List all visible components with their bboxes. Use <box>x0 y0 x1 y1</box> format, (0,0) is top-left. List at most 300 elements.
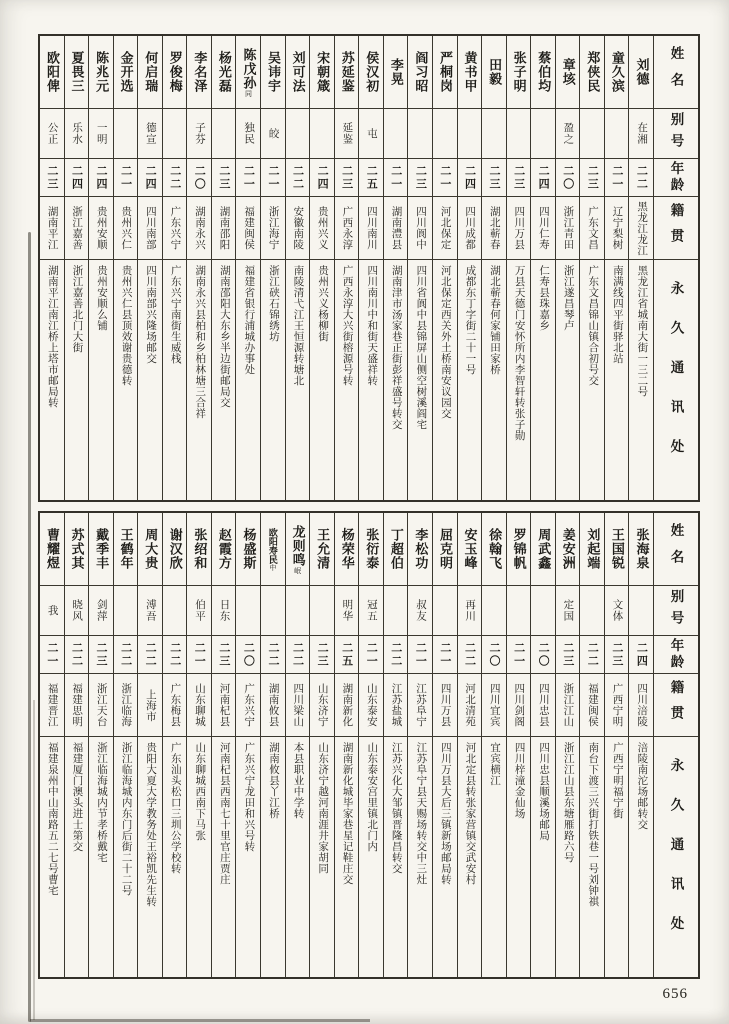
address-cell <box>114 260 138 500</box>
person-name: 蔡伯均 <box>536 51 552 93</box>
age-text: 二二 <box>635 164 648 191</box>
entry-column <box>432 36 457 500</box>
header-column <box>653 36 698 500</box>
person-name: 张海泉 <box>634 528 650 570</box>
age-cell <box>580 636 604 674</box>
native-place-text: 广东文昌 <box>586 206 598 250</box>
native-place-cell <box>310 197 334 260</box>
alias-text: 叔友 <box>415 599 427 622</box>
entry-column <box>628 513 653 977</box>
alias-cell <box>605 586 629 636</box>
name-cell <box>236 513 260 586</box>
native-place-cell <box>65 674 89 737</box>
entry-column <box>137 36 162 500</box>
name-cell <box>384 36 408 109</box>
entry-column <box>383 513 408 977</box>
native-place-text: 福建思明 <box>71 683 83 727</box>
person-name: 苏延鉴 <box>339 51 355 93</box>
entry-column <box>407 36 432 500</box>
address-text: 湖南邵阳大东乡半边街邮局交 <box>218 265 230 408</box>
age-text: 二三 <box>45 164 58 191</box>
address-text: 江苏兴化大邹镇晋隆昌转交 <box>390 742 402 874</box>
native-place-cell <box>40 674 64 737</box>
header-label: 年龄 <box>668 161 684 194</box>
address-cell <box>556 260 580 500</box>
native-place-cell <box>187 674 211 737</box>
address-text: 福建省银行浦城办事处 <box>243 265 255 375</box>
native-place-text: 浙江临海 <box>120 683 132 727</box>
name-cell <box>89 36 113 109</box>
alias-text: 再川 <box>464 599 476 622</box>
age-text: 二三 <box>217 164 230 191</box>
address-cell <box>458 260 482 500</box>
age-cell <box>359 159 383 197</box>
age-text: 二二 <box>291 164 304 191</box>
age-text: 二三 <box>561 641 574 668</box>
native-place-text: 河北清苑 <box>464 683 476 727</box>
alias-cell <box>531 109 555 159</box>
native-place-text: 山东聊城 <box>193 683 205 727</box>
header-alias <box>654 586 698 636</box>
alias-cell <box>114 109 138 159</box>
address-text: 广东兴宁龙田和兴号转 <box>243 742 255 852</box>
address-cell <box>187 260 211 500</box>
native-place-cell <box>212 674 236 737</box>
native-place-text: 江苏盐城 <box>390 683 402 727</box>
address-text: 浙江硖石锦绣坊 <box>267 265 279 342</box>
address-text: 南陵清弋江王恒源转塘北 <box>292 265 304 386</box>
native-place-cell <box>335 197 359 260</box>
name-cell <box>433 36 457 109</box>
address-text: 浙江临海城内节孝桥戴宅 <box>96 742 108 863</box>
age-cell <box>187 636 211 674</box>
native-place-cell <box>507 674 531 737</box>
address-cell <box>163 260 187 500</box>
alias-cell <box>359 586 383 636</box>
address-cell <box>114 737 138 977</box>
entry-column <box>260 36 285 500</box>
native-place-cell <box>629 197 653 260</box>
alias-cell <box>236 109 260 159</box>
person-name: 杨盛斯 <box>241 528 257 570</box>
person-name: 曹耀煜 <box>44 528 60 570</box>
native-place-cell <box>605 674 629 737</box>
age-text: 二五 <box>365 164 378 191</box>
address-text: 南台下渡三兴街打铁巷一号刘钟祺 <box>587 742 599 907</box>
entry-column <box>334 513 359 977</box>
age-text: 二〇 <box>488 641 500 668</box>
entry-column <box>358 36 383 500</box>
age-text: 二三 <box>512 164 525 191</box>
person-name: 欧阳俾 <box>44 51 60 93</box>
age-cell <box>236 636 260 674</box>
address-text: 四川万县大后三镇新场邮局转 <box>439 742 451 885</box>
address-text: 河南杞县西南七十里官庄贾庄 <box>218 742 230 885</box>
name-cell <box>163 513 187 586</box>
age-cell <box>359 636 383 674</box>
alias-cell <box>286 109 310 159</box>
address-cell <box>236 260 260 500</box>
age-text: 二五 <box>340 641 353 668</box>
alias-text: 剑萍 <box>95 599 107 622</box>
alias-text: 溥吾 <box>144 599 156 622</box>
address-cell <box>163 737 187 977</box>
header-label: 籍贯 <box>668 679 684 731</box>
alias-cell <box>286 586 310 636</box>
entry-column <box>628 36 653 500</box>
age-text: 二三 <box>340 164 353 191</box>
native-place-text: 广西永淳 <box>341 206 353 250</box>
age-text: 二二 <box>168 641 181 668</box>
entry-column <box>457 513 482 977</box>
address-cell <box>605 260 629 500</box>
age-text: 二四 <box>144 164 157 191</box>
native-place-cell <box>531 674 555 737</box>
entry-column <box>40 36 64 500</box>
address-text: 江苏阜宁县天赐场转交中三灶 <box>415 742 427 885</box>
name-cell <box>335 513 359 586</box>
address-cell <box>261 260 285 500</box>
name-cell <box>629 513 653 586</box>
name-cell <box>433 513 457 586</box>
header-label: 姓名 <box>668 45 684 99</box>
age-text: 二四 <box>316 164 329 191</box>
age-text: 二一 <box>389 164 402 191</box>
native-place-text: 广东兴宁 <box>169 206 181 250</box>
age-text: 二一 <box>119 164 132 191</box>
age-cell <box>531 159 555 197</box>
alias-text: 皎 <box>267 127 279 140</box>
directory-page <box>38 34 700 1003</box>
entry-column <box>88 513 113 977</box>
alias-cell <box>187 586 211 636</box>
native-place-cell <box>212 197 236 260</box>
age-cell <box>40 636 64 674</box>
alias-text: 一明 <box>95 122 107 145</box>
alias-cell <box>163 586 187 636</box>
age-cell <box>408 636 432 674</box>
header-age <box>654 636 698 674</box>
age-text: 二三 <box>610 641 623 668</box>
address-text: 湖北蕲春何家铺田家桥 <box>489 265 501 375</box>
address-text: 仁寿县珠嘉乡 <box>538 265 550 331</box>
address-text: 浙江遂昌琴卢 <box>562 265 574 331</box>
directory-table-top <box>38 34 700 502</box>
age-cell <box>138 159 162 197</box>
entry-column <box>309 36 334 500</box>
alias-cell <box>261 109 285 159</box>
person-name: 李名泽 <box>192 51 208 93</box>
person-name: 欧阳寿民中 <box>267 527 278 571</box>
age-cell <box>310 159 334 197</box>
age-text: 二一 <box>193 641 206 668</box>
address-text: 贵州兴仁县顶效谢贵德转 <box>120 265 132 386</box>
native-place-text: 浙江江山 <box>562 683 574 727</box>
header-label: 永久通讯处 <box>668 281 684 479</box>
address-cell <box>138 737 162 977</box>
address-cell <box>433 260 457 500</box>
alias-cell <box>458 109 482 159</box>
person-name: 陈兆元 <box>94 51 110 93</box>
person-name: 张衍泰 <box>364 528 380 570</box>
address-cell <box>531 737 555 977</box>
age-cell <box>114 636 138 674</box>
entry-column <box>64 36 89 500</box>
alias-text: 冠五 <box>365 599 377 622</box>
age-text: 二三 <box>316 641 329 668</box>
address-text: 湖南永兴县柏和乡柏林塘三合祥 <box>194 265 206 419</box>
age-text: 二一 <box>242 164 255 191</box>
name-cell <box>212 36 236 109</box>
native-place-cell <box>261 197 285 260</box>
native-place-cell <box>580 197 604 260</box>
entry-column <box>530 513 555 977</box>
native-place-text: 浙江天台 <box>95 683 107 727</box>
person-name: 周大贵 <box>143 528 159 570</box>
person-name: 阎习昭 <box>413 51 429 93</box>
alias-cell <box>408 586 432 636</box>
address-text: 万县天德门安怀所内李智轩转张子勋 <box>513 265 525 441</box>
alias-text: 乐水 <box>71 122 83 145</box>
alias-cell <box>138 109 162 159</box>
age-text: 二二 <box>463 641 476 668</box>
entry-column <box>407 513 432 977</box>
native-place-cell <box>114 197 138 260</box>
alias-cell <box>359 109 383 159</box>
age-cell <box>605 636 629 674</box>
person-name: 何启瑞 <box>143 51 159 93</box>
person-name: 黄书甲 <box>462 51 478 93</box>
native-place-cell <box>556 197 580 260</box>
name-cell <box>114 513 138 586</box>
native-place-text: 浙江海宁 <box>267 206 279 250</box>
age-cell <box>482 159 506 197</box>
alias-cell <box>212 586 236 636</box>
address-text: 广东文昌锦山镇合初号交 <box>587 265 599 386</box>
age-cell <box>580 159 604 197</box>
entry-column <box>113 36 138 500</box>
name-cell <box>507 36 531 109</box>
person-name: 杨光磊 <box>216 51 232 93</box>
name-cell <box>261 513 285 586</box>
entry-column <box>555 513 580 977</box>
native-place-cell <box>65 197 89 260</box>
native-place-text: 福建闽侯 <box>243 206 255 250</box>
directory-table-bottom <box>38 511 700 979</box>
native-place-text: 四川梁山 <box>292 683 304 727</box>
native-place-text: 贵州安顺 <box>95 206 107 250</box>
name-cell <box>89 513 113 586</box>
alias-cell <box>433 586 457 636</box>
address-text: 广西宁明福宁街 <box>611 742 623 819</box>
native-place-cell <box>605 197 629 260</box>
name-cell <box>187 513 211 586</box>
address-cell <box>212 260 236 500</box>
name-cell <box>458 36 482 109</box>
native-place-text: 浙江青田 <box>562 206 574 250</box>
entry-column <box>555 36 580 500</box>
alias-cell <box>212 109 236 159</box>
address-cell <box>212 737 236 977</box>
native-place-text: 贵州兴仁 <box>120 206 132 250</box>
alias-cell <box>310 586 334 636</box>
name-cell <box>556 513 580 586</box>
native-place-text: 四川南川 <box>365 206 377 250</box>
alias-cell <box>40 109 64 159</box>
alias-text: 盈之 <box>562 122 574 145</box>
entry-column <box>211 513 236 977</box>
native-place-text: 湖南攸县 <box>267 683 279 727</box>
alias-text: 德宣 <box>144 122 156 145</box>
person-name: 王鹤年 <box>118 528 134 570</box>
age-text: 二三 <box>414 164 427 191</box>
address-text: 湖南平江南江桥上塔市邮局转 <box>46 265 58 408</box>
name-cell <box>65 513 89 586</box>
name-cell <box>359 36 383 109</box>
native-place-cell <box>482 674 506 737</box>
age-cell <box>629 636 653 674</box>
name-cell <box>531 513 555 586</box>
header-label: 年龄 <box>668 638 684 671</box>
age-cell <box>507 636 531 674</box>
age-text: 二四 <box>635 641 648 668</box>
native-place-cell <box>163 674 187 737</box>
entry-column <box>604 36 629 500</box>
alias-cell <box>458 586 482 636</box>
native-place-cell <box>384 674 408 737</box>
age-cell <box>212 636 236 674</box>
native-place-text: 湖南新化 <box>341 683 353 727</box>
age-cell <box>433 636 457 674</box>
age-cell <box>507 159 531 197</box>
address-text: 福建厦门澳头进士第交 <box>71 742 83 852</box>
native-place-cell <box>556 674 580 737</box>
native-place-text: 四川忠县 <box>537 683 549 727</box>
header-label: 别号 <box>668 112 684 155</box>
person-name: 戴季丰 <box>94 528 110 570</box>
native-place-text: 四川成都 <box>464 206 476 250</box>
address-cell <box>580 737 604 977</box>
address-cell <box>359 260 383 500</box>
entry-column <box>235 36 260 500</box>
address-cell <box>286 737 310 977</box>
native-place-cell <box>236 674 260 737</box>
age-text: 二〇 <box>537 641 550 668</box>
address-cell <box>187 737 211 977</box>
person-name: 严桐岗 <box>437 51 453 93</box>
person-name: 陈戊孙同 <box>241 47 257 97</box>
age-cell <box>89 159 113 197</box>
name-cell <box>310 36 334 109</box>
address-text: 四川南川中和街天盛祥转 <box>366 265 378 386</box>
address-cell <box>40 260 64 500</box>
name-cell <box>507 513 531 586</box>
header-label: 姓名 <box>668 522 684 576</box>
name-cell <box>40 36 64 109</box>
native-place-text: 四川万县 <box>439 683 451 727</box>
address-cell <box>89 737 113 977</box>
alias-cell <box>335 109 359 159</box>
address-text: 山东聊城西南下马张 <box>194 742 206 841</box>
address-cell <box>433 737 457 977</box>
person-name: 田毅 <box>487 58 503 86</box>
name-annotation: 中 <box>268 563 277 571</box>
header-native <box>654 674 698 737</box>
alias-text: 我 <box>46 604 58 617</box>
scan-artifact-bottom-edge <box>30 1019 370 1022</box>
age-cell <box>138 636 162 674</box>
address-text: 成都东丁字街二十一号 <box>464 265 476 375</box>
native-place-cell <box>433 197 457 260</box>
entry-column <box>530 36 555 500</box>
native-place-text: 四川剑阁 <box>513 683 525 727</box>
native-place-text: 湖南永兴 <box>193 206 205 250</box>
entry-column <box>260 513 285 977</box>
alias-cell <box>482 586 506 636</box>
age-cell <box>286 159 310 197</box>
name-cell <box>138 36 162 109</box>
person-name: 徐翰飞 <box>487 528 503 570</box>
native-place-text: 广东梅县 <box>169 683 181 727</box>
age-text: 二〇 <box>561 164 574 191</box>
native-place-text: 四川涪陵 <box>636 683 648 727</box>
name-cell <box>310 513 334 586</box>
age-cell <box>384 159 408 197</box>
native-place-text: 河南杞县 <box>218 683 230 727</box>
name-cell <box>531 36 555 109</box>
person-name: 刘德 <box>634 58 650 86</box>
address-text: 南满线四平街驿北站 <box>611 265 623 364</box>
native-place-cell <box>384 197 408 260</box>
age-text: 二一 <box>266 164 279 191</box>
address-text: 山东泰安宫里镇北门内 <box>366 742 378 852</box>
address-text: 湖南新化城毕家巷星记鞋庄交 <box>341 742 353 885</box>
person-name: 李晃 <box>388 58 404 86</box>
alias-cell <box>408 109 432 159</box>
native-place-cell <box>286 674 310 737</box>
address-cell <box>507 737 531 977</box>
address-cell <box>335 737 359 977</box>
entry-column <box>506 513 531 977</box>
alias-cell <box>629 586 653 636</box>
person-name: 童久滨 <box>609 51 625 93</box>
age-cell <box>482 636 506 674</box>
age-cell <box>335 636 359 674</box>
native-place-text: 山东泰安 <box>365 683 377 727</box>
name-cell <box>163 36 187 109</box>
alias-text: 独民 <box>243 122 255 145</box>
entry-column <box>506 36 531 500</box>
native-place-cell <box>40 197 64 260</box>
age-cell <box>629 159 653 197</box>
header-age <box>654 159 698 197</box>
age-cell <box>65 159 89 197</box>
address-cell <box>408 260 432 500</box>
person-name: 杨荣华 <box>339 528 355 570</box>
person-name: 赵霞方 <box>216 528 232 570</box>
name-annotation: 同 <box>244 89 253 97</box>
person-name: 夏畏三 <box>69 51 85 93</box>
age-cell <box>458 159 482 197</box>
native-place-cell <box>138 674 162 737</box>
address-text: 福建泉州中山南路五二七号曹宅 <box>46 742 58 896</box>
name-cell <box>408 36 432 109</box>
name-cell <box>629 36 653 109</box>
name-cell <box>286 36 310 109</box>
native-place-cell <box>89 674 113 737</box>
person-name: 王允清 <box>315 528 331 570</box>
age-text: 二二 <box>168 164 181 191</box>
